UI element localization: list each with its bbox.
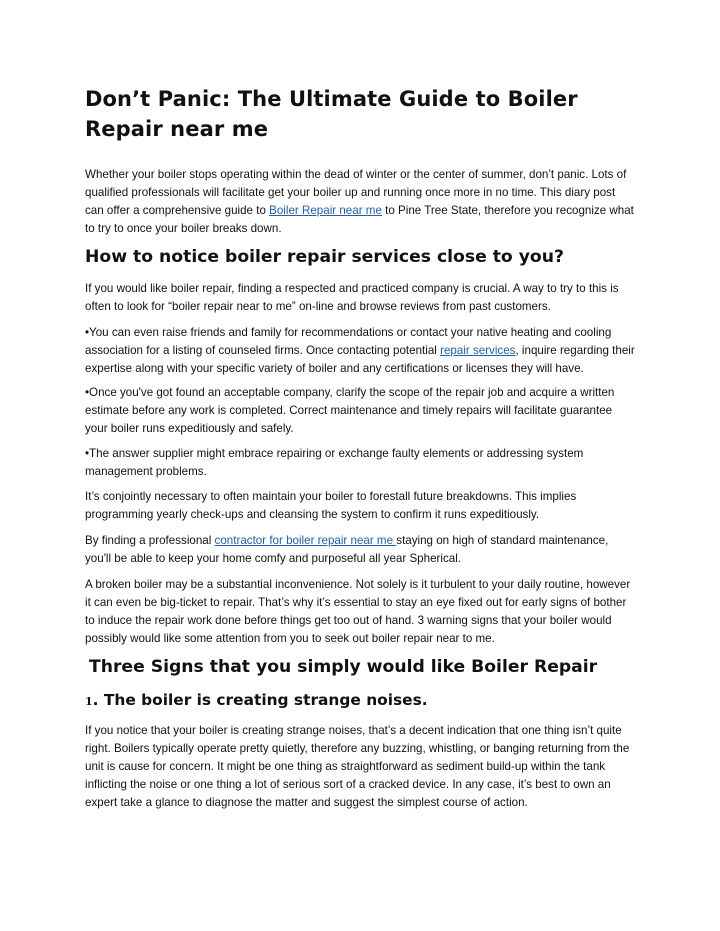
paragraph-broken-boiler: A broken boiler may be a substantial inconvenience. Not solely is it turbulent to your daily routine, however it can even be big-ticket to repair. That’s why it’s essential to stay an eye fixed out for early signs of bother to induce the repair work done before things get too out of hand. 3 warning signs that your boiler would possibly would like some attention from you to seek out boiler repair near to me.	[85, 578, 631, 645]
section-heading-three-signs: Three Signs that you simply would like Boiler Repair	[89, 657, 598, 677]
recommendations-text-after: , inquire regarding their expertise along with your specific variety of boiler and any certifications or licenses they will have.	[85, 344, 635, 375]
sign-number: 1	[85, 695, 93, 708]
paragraph-contractor	[85, 532, 635, 568]
paragraph-answer-supplier: •The answer supplier might embrace repairing or exchange faulty elements or addressing system management problems.	[85, 447, 584, 478]
intro-text-before: Whether your boiler stops operating within the dead of winter or the center of summer, don’t panic. Lots of qualified professionals will facilitate get your boiler up and running once more in no time. This diary post can offer a comprehensive guide to	[85, 168, 627, 217]
paragraph-estimate: •Once you've got found an acceptable company, clarify the scope of the repair job and acquire a written estimate before any work is completed. Correct maintenance and timely repairs will facilitate guarantee your boiler runs expeditiously and safely.	[85, 386, 615, 435]
boiler-repair-link[interactable]: Boiler Repair near me	[269, 204, 382, 217]
section-heading-find-services: How to notice boiler repair services close to you?	[85, 247, 564, 267]
sign-heading-strange-noises	[85, 689, 428, 713]
contractor-link[interactable]: contractor for boiler repair near me	[214, 534, 397, 547]
paragraph-maintenance: It’s conjointly necessary to often maintain your boiler to forestall future breakdowns. This implies programming yearly check-ups and cleansing the system to confirm it runs expeditiously.	[85, 490, 577, 521]
page-title: Don’t Panic: The Ultimate Guide to Boiler Repair near me	[85, 87, 578, 141]
intro-paragraph	[85, 166, 635, 238]
sign-heading-text: . The boiler is creating strange noises.	[92, 691, 428, 709]
contractor-text-after: staying on high of standard maintenance, you'll be able to keep your home comfy and purposeful all year Spherical.	[85, 534, 609, 565]
repair-services-link[interactable]: repair services	[440, 344, 516, 357]
intro-text-after: to Pine Tree State, therefore you recognize what to try to once your boiler breaks down.	[85, 204, 634, 235]
paragraph-recommendations	[85, 324, 635, 378]
contractor-text-before: By finding a professional	[85, 534, 215, 547]
recommendations-text-before: •You can even raise friends and family for recommendations or contact your native heating and cooling association for a listing of counseled firms. Once contacting potential	[85, 326, 612, 357]
paragraph-finding-company: If you would like boiler repair, finding a respected and practiced company is crucial. A way to try to this is often to look for “boiler repair near to me” on-line and browse reviews from past customers.	[85, 282, 619, 313]
paragraph-strange-noises: If you notice that your boiler is creating strange noises, that’s a decent indication that one thing isn’t quite right. Boilers typically operate pretty quietly, therefore any buzzing, whistling, or banging returning from the unit is cause for concern. It might be one thing as straightforward as sediment build-up within the tank inflicting the noise or one thing a lot of serious sort of a cracked device. In any case, it’s best to own an expert take a glance to diagnose the matter and suggest the simplest course of action.	[85, 724, 630, 809]
